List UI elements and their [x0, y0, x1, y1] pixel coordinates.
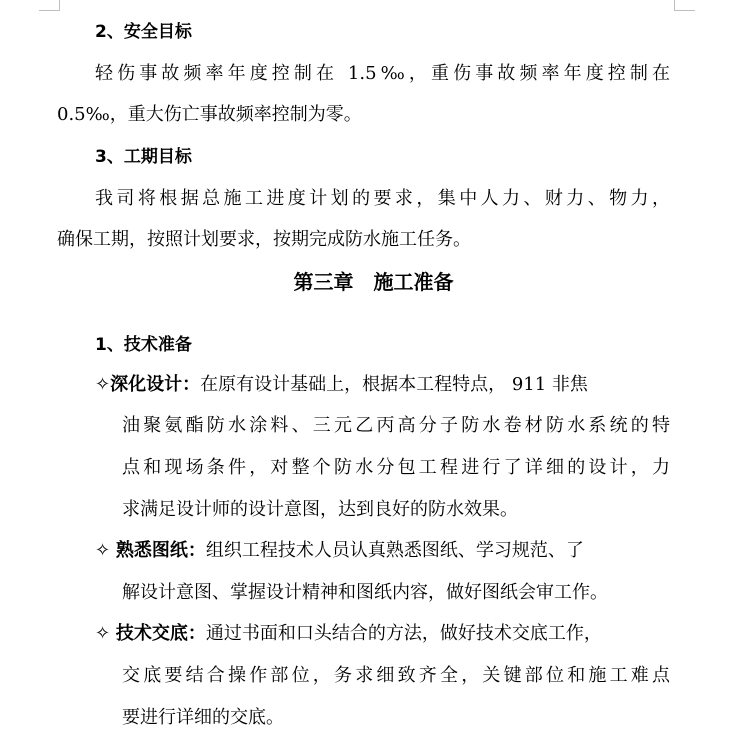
safety-goal-line-2: 0.5‰，重大伤亡事故频率控制为零。 — [57, 104, 362, 125]
safety-goal-heading: 2、安全目标 — [95, 22, 192, 42]
item-term: 熟悉图纸： — [115, 540, 206, 561]
diamond-bullet-icon: ✧ — [95, 623, 111, 644]
item-text: 在原有设计基础上，根据本工程特点， 911 非焦 — [200, 374, 588, 395]
diamond-bullet-icon: ✧ — [95, 540, 111, 561]
safety-goal-line-1: 轻伤事故频率年度控制在 1.5‰，重伤事故频率年度控制在 — [95, 63, 670, 84]
item-3-line-3: 要进行详细的交底。 — [122, 707, 284, 728]
list-item-review-drawings — [95, 539, 670, 563]
item-1-line-2: 油聚氨酯防水涂料、三元乙丙高分子防水卷材防水系统的特 — [122, 415, 670, 436]
item-term: 深化设计： — [110, 374, 201, 395]
schedule-goal-heading: 3、工期目标 — [95, 147, 192, 167]
page-corner-mark-right — [674, 0, 695, 11]
item-2-line-2: 解设计意图、掌握设计精神和图纸内容，做好图纸会审工作。 — [122, 582, 608, 603]
list-item-tech-briefing — [95, 622, 670, 646]
list-item-deepen-design — [95, 373, 670, 397]
tech-prep-heading: 1、技术准备 — [95, 335, 192, 355]
item-term: 技术交底： — [115, 623, 206, 644]
schedule-goal-line-1: 我司将根据总施工进度计划的要求，集中人力、财力、物力， — [95, 188, 670, 209]
page-corner-mark-left — [39, 0, 60, 11]
diamond-bullet-icon: ✧ — [95, 374, 111, 395]
schedule-goal-line-2: 确保工期，按照计划要求，按期完成防水施工任务。 — [57, 229, 471, 250]
item-text: 组织工程技术人员认真熟悉图纸、学习规范、了 — [205, 540, 584, 561]
chapter-title: 第三章 施工准备 — [293, 270, 454, 294]
item-3-line-2: 交底要结合操作部位，务求细致齐全，关键部位和施工难点 — [122, 665, 670, 686]
item-1-line-4: 求满足设计师的设计意图，达到良好的防水效果。 — [122, 499, 518, 520]
item-1-line-3: 点和现场条件，对整个防水分包工程进行了详细的设计，力 — [122, 457, 670, 478]
item-text: 通过书面和口头结合的方法，做好技术交底工作， — [205, 623, 602, 644]
